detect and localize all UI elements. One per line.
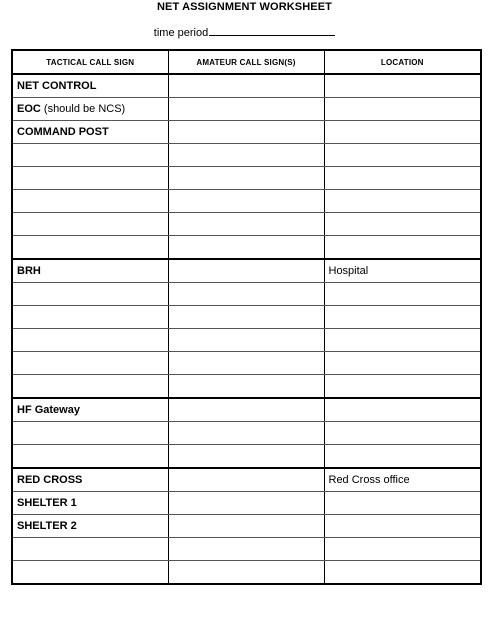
location-cell[interactable] [324,167,481,190]
tactical-call-sign-cell[interactable] [12,375,168,399]
tactical-call-sign-cell[interactable] [12,515,168,538]
tactical-call-sign: HF Gateway [17,404,80,416]
location-cell[interactable]: Hospital [324,259,481,283]
amateur-call-sign-cell[interactable] [168,213,324,236]
tactical-call-sign-cell[interactable] [12,352,168,375]
amateur-call-sign-cell[interactable] [168,422,324,445]
location-cell[interactable] [324,375,481,399]
location-cell[interactable] [324,561,481,585]
table-row [12,74,481,98]
tactical-call-sign: NET CONTROL [17,80,97,92]
table-row [12,306,481,329]
location-cell[interactable] [324,306,481,329]
tactical-call-sign-cell[interactable] [12,144,168,167]
amateur-call-sign-cell[interactable] [168,445,324,469]
location-cell[interactable] [324,236,481,260]
location-cell[interactable] [324,538,481,561]
location-cell[interactable] [324,422,481,445]
tactical-call-sign-cell[interactable] [12,306,168,329]
tactical-call-sign-cell[interactable] [12,492,168,515]
tactical-call-sign: BRH [17,265,41,277]
amateur-call-sign-cell[interactable] [168,98,324,121]
time-period-row [0,25,489,39]
table-row [12,121,481,144]
time-period-label: time period [153,27,209,39]
tactical-call-sign-cell[interactable] [12,445,168,469]
table-row [12,283,481,306]
table-row [12,144,481,167]
amateur-call-sign-cell[interactable] [168,259,324,283]
tactical-call-sign-cell[interactable] [12,468,168,492]
tactical-call-sign-cell[interactable] [12,74,168,98]
tactical-call-sign-cell[interactable] [12,190,168,213]
amateur-call-sign-cell[interactable] [168,144,324,167]
tactical-call-sign-cell[interactable] [12,422,168,445]
location-cell[interactable] [324,144,481,167]
table-row [12,398,481,422]
time-period-blank[interactable] [209,25,335,36]
amateur-call-sign-cell[interactable] [168,515,324,538]
tactical-call-sign: SHELTER 1 [17,497,77,509]
location-cell[interactable] [324,98,481,121]
table-row [12,422,481,445]
tactical-call-sign: RED CROSS [17,474,83,486]
amateur-call-sign-cell[interactable] [168,538,324,561]
table-row [12,492,481,515]
location-cell[interactable]: Red Cross office [324,468,481,492]
table-row [12,98,481,121]
amateur-call-sign-cell[interactable] [168,236,324,260]
location-cell[interactable] [324,445,481,469]
column-header-amateur-call-signs: AMATEUR CALL SIGN(S) [168,50,324,74]
table-row [12,468,481,492]
tactical-call-sign-cell[interactable] [12,561,168,585]
amateur-call-sign-cell[interactable] [168,375,324,399]
tactical-call-sign-cell[interactable] [12,259,168,283]
location-cell[interactable] [324,352,481,375]
amateur-call-sign-cell[interactable] [168,190,324,213]
amateur-call-sign-cell[interactable] [168,468,324,492]
column-header-tactical-call-sign: TACTICAL CALL SIGN [12,50,168,74]
amateur-call-sign-cell[interactable] [168,306,324,329]
table-row [12,213,481,236]
tactical-call-sign-cell[interactable] [12,329,168,352]
tactical-call-sign-cell[interactable] [12,121,168,144]
location-cell[interactable] [324,213,481,236]
location-cell[interactable] [324,121,481,144]
assignment-table [11,49,482,585]
tactical-call-sign-cell[interactable] [12,167,168,190]
table-row [12,538,481,561]
table-row [12,236,481,260]
location-cell[interactable] [324,329,481,352]
tactical-call-sign-cell[interactable] [12,213,168,236]
location-cell[interactable] [324,283,481,306]
amateur-call-sign-cell[interactable] [168,398,324,422]
table-row [12,515,481,538]
amateur-call-sign-cell[interactable] [168,74,324,98]
amateur-call-sign-cell[interactable] [168,492,324,515]
tactical-call-sign-cell[interactable] [12,398,168,422]
table-row [12,561,481,585]
table-row [12,167,481,190]
table-row [12,375,481,399]
table-row [12,329,481,352]
table-row [12,445,481,469]
amateur-call-sign-cell[interactable] [168,283,324,306]
location-cell[interactable] [324,492,481,515]
location-cell[interactable] [324,515,481,538]
table-header-row [12,50,481,74]
tactical-call-sign-cell[interactable] [12,538,168,561]
amateur-call-sign-cell[interactable] [168,561,324,585]
column-header-location: LOCATION [324,50,481,74]
amateur-call-sign-cell[interactable] [168,167,324,190]
worksheet-title: NET ASSIGNMENT WORKSHEET [157,1,332,13]
tactical-call-sign-cell[interactable] [12,283,168,306]
amateur-call-sign-cell[interactable] [168,121,324,144]
location-cell[interactable] [324,74,481,98]
location-cell[interactable] [324,398,481,422]
table-body [12,74,481,584]
amateur-call-sign-cell[interactable] [168,329,324,352]
tactical-call-sign: EOC [17,103,41,115]
tactical-call-sign-cell[interactable] [12,98,168,121]
amateur-call-sign-cell[interactable] [168,352,324,375]
tactical-call-sign-cell[interactable] [12,236,168,260]
table-row [12,259,481,283]
tactical-call-sign-note: (should be NCS) [40,103,126,115]
location-cell[interactable] [324,190,481,213]
table-row [12,352,481,375]
tactical-call-sign: COMMAND POST [17,126,109,138]
tactical-call-sign: SHELTER 2 [17,520,77,532]
table-row [12,190,481,213]
